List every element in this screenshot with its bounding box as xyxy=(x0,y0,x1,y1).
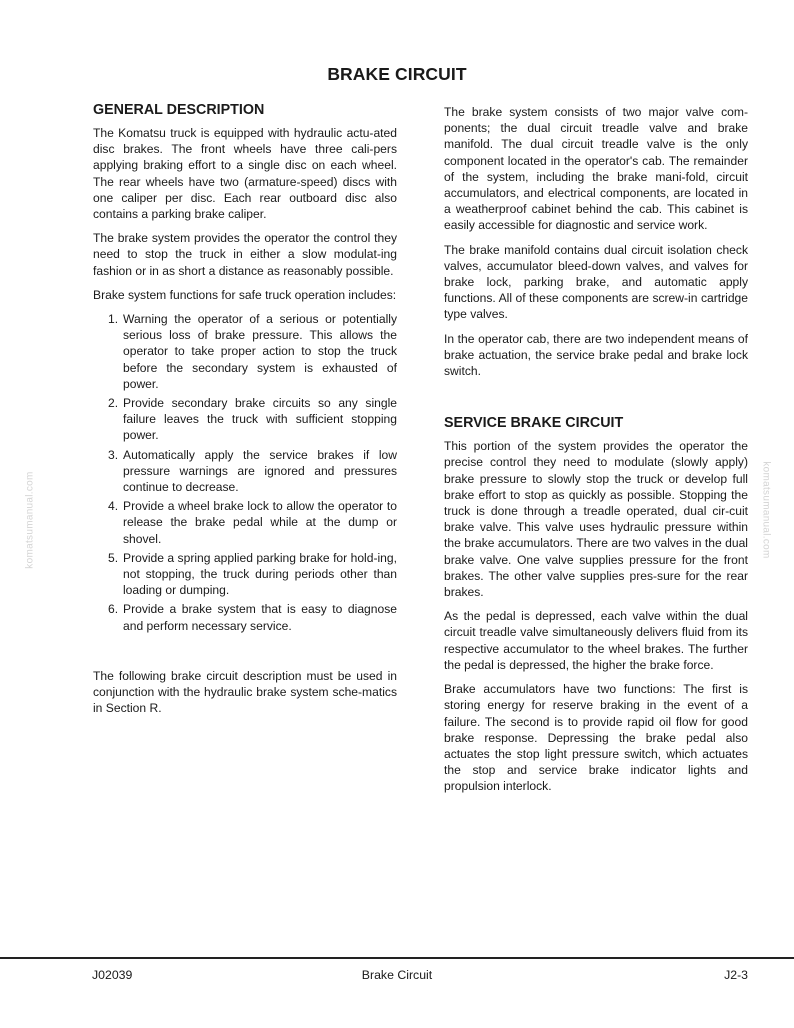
page-title: BRAKE CIRCUIT xyxy=(327,64,467,84)
paragraph: This portion of the system provides the operator the precise control they need to modulate (slowly apply) brake pressure to slowly stop the truck or develop full brake effort to stop as quickly as possible. Stopping the truck is done through a treadle operated, dual cir-cuit brake valve. This valve uses hydraulic pressure within the brake accumulators. There are two valves in the dual brake valve. One valve supplies pressure for the front brakes. The other valve supplies pres-sure for the rear brakes. xyxy=(444,439,748,600)
watermark-left: komatsumanual.com xyxy=(24,471,36,569)
paragraph: The Komatsu truck is equipped with hydraulic actu-ated disc brakes. The front wheels have three cali-pers applying braking effort to a single disc on each wheel. The rear wheels have two (armature-speed) discs with one caliper per disc. Each rear outboard disc also contains a parking brake caliper. xyxy=(93,126,397,222)
list-item xyxy=(93,550,397,599)
list-number: 4. xyxy=(108,499,119,514)
list-item-text: Provide a wheel brake lock to allow the operator to release the brake pedal while at the dump or shovel. xyxy=(123,499,397,546)
paragraph: The brake system provides the operator the control they need to stop the truck in either a slow modulat-ing fashion or in as short a distance as reasonably possible. xyxy=(93,231,397,278)
spacer xyxy=(444,387,748,415)
list-item xyxy=(93,311,397,392)
footer-page-number: J2-3 xyxy=(724,968,748,982)
list-item-text: Automatically apply the service brakes if low pressure warnings are ignored and pressures continue to decrease. xyxy=(123,447,397,495)
list-number: 5. xyxy=(108,550,119,565)
list-number: 6. xyxy=(108,602,119,617)
functions-list xyxy=(93,311,397,634)
paragraph: As the pedal is depressed, each valve within the dual circuit treadle valve simultaneously delivers fluid from its respective accumulator to the wheel brakes. The further the pedal is depressed, the higher the brake force. xyxy=(444,609,748,672)
list-item xyxy=(93,447,397,496)
footer-divider xyxy=(0,957,794,959)
list-item xyxy=(93,498,397,547)
list-item xyxy=(93,601,397,633)
list-item-text: Provide a spring applied parking brake for hold-ing, not stopping, the truck during periods other than loading or dumping. xyxy=(123,550,397,598)
paragraph: The brake system consists of two major valve com-ponents; the dual circuit treadle valve and brake manifold. The dual circuit treadle valve is the only component located in the operator's cab. The remainder of the system, including the brake mani-fold, circuit accumulators, and electrical components, are located in a weatherproof cabinet behind the cab. This cabinet is easily accessible for diagnostic and service work. xyxy=(444,105,748,233)
paragraph: Brake system functions for safe truck operation includes: xyxy=(93,287,397,302)
left-column xyxy=(93,102,397,725)
service-brake-circuit-heading: SERVICE BRAKE CIRCUIT xyxy=(444,415,624,432)
list-item xyxy=(93,395,397,444)
list-item-text: Provide secondary brake circuits so any single failure leaves the truck with sufficient stopping power. xyxy=(123,396,397,443)
list-number: 1. xyxy=(108,312,119,327)
list-item-text: Provide a brake system that is easy to diagnose and perform necessary service. xyxy=(123,602,397,633)
general-description-heading: GENERAL DESCRIPTION xyxy=(93,102,265,118)
paragraph: The following brake circuit description must be used in conjunction with the hydraulic brake system sche-matics in Section R. xyxy=(93,668,397,716)
list-number: 2. xyxy=(108,396,119,411)
watermark-right: komatsumanual.com xyxy=(760,461,772,559)
list-number: 3. xyxy=(108,447,119,462)
spacer xyxy=(93,642,397,668)
right-column xyxy=(444,104,748,803)
footer-section-title: Brake Circuit xyxy=(361,968,433,982)
list-item-text: Warning the operator of a serious or potentially serious loss of brake pressure. This allows the operator to take proper action to stop the truck before the secondary system is exhausted of power. xyxy=(123,312,397,391)
footer-document-number: J02039 xyxy=(92,968,133,982)
paragraph: Brake accumulators have two functions: The first is storing energy for reserve braking in the event of a failure. The second is to provide rapid oil flow for good brake response. Depressing the brake pedal also actuates the stop light pressure switch, which actuates the stop and service brake indicator lights and propulsion interlock. xyxy=(444,682,748,794)
paragraph: The brake manifold contains dual circuit isolation check valves, accumulator bleed-down valves, and valves for brake lock, parking brake, and automatic apply functions. All of these components are screw-in cartridge type valves. xyxy=(444,242,748,322)
paragraph: In the operator cab, there are two independent means of brake actuation, the service brake pedal and brake lock switch. xyxy=(444,331,748,379)
